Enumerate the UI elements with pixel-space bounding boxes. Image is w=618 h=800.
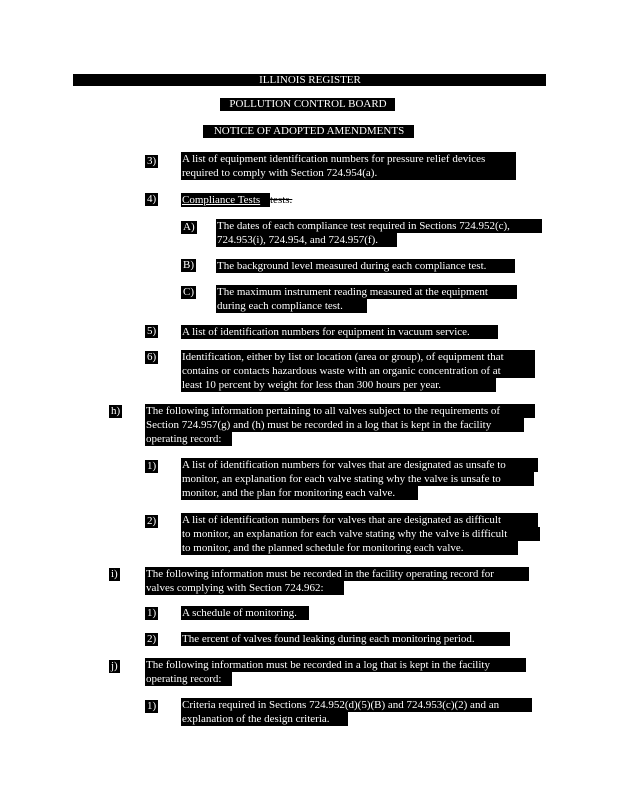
item-4-marker: 4) — [147, 193, 157, 205]
item-h1-marker: 1) — [147, 460, 157, 472]
item-6-marker: 6) — [147, 351, 157, 363]
item-i-marker: i) — [111, 568, 118, 580]
item-i-line-2: valves complying with Section 724.962: — [145, 581, 344, 595]
item-6-line-2: contains or contacts hazardous waste with an organic concentration of at — [181, 364, 535, 378]
item-3-line-2: required to comply with Section 724.954(a). — [181, 166, 516, 180]
item-h2-line-3: to monitor, and the planned schedule for monitoring each valve. — [181, 541, 518, 555]
item-h1-line-3: monitor, and the plan for monitoring each valve. — [181, 486, 418, 500]
item-5-line-1: A list of identification numbers for equipment in vacuum service. — [181, 325, 498, 339]
item-3-line-1: A list of equipment identification numbers for pressure relief devices — [181, 152, 516, 166]
item-b-line-1: The background level measured during each compliance test. — [216, 259, 515, 273]
item-h2-line-2: to monitor, an explanation for each valve stating why the valve is difficult — [181, 527, 540, 541]
board-title — [220, 98, 395, 111]
item-h-line-3: operating record: — [145, 432, 232, 446]
item-j1-marker: 1) — [147, 700, 157, 712]
item-h1-line-2: monitor, an explanation for each valve stating why the valve is unsafe to — [181, 472, 534, 486]
item-j-line-2: operating record: — [145, 672, 232, 686]
item-6-line-3: least 10 percent by weight for less than 300 hours per year. — [181, 378, 496, 392]
item-i1-marker: 1) — [147, 607, 157, 619]
board-title-text: POLLUTION CONTROL BOARD — [229, 98, 387, 110]
item-a-line-1: The dates of each compliance test required in Sections 724.952(c), — [216, 219, 542, 233]
item-4-added-text: Compliance Tests — [181, 193, 270, 207]
item-c-marker: C) — [183, 286, 194, 298]
item-4-deleted-text: tests. — [270, 194, 293, 206]
register-title-text: ILLINOIS REGISTER — [259, 74, 361, 86]
item-c-line-2: during each compliance test. — [216, 299, 367, 313]
item-h-line-2: Section 724.957(g) and (h) must be recorded in a log that is kept in the facility — [145, 418, 524, 432]
item-3-marker: 3) — [147, 155, 157, 167]
item-h2-line-1: A list of identification numbers for valves that are designated as difficult — [181, 513, 538, 527]
item-5-marker: 5) — [147, 325, 157, 337]
item-i1-line-1: A schedule of monitoring. — [181, 606, 309, 620]
item-a-line-2: 724.953(i), 724.954, and 724.957(f). — [216, 233, 397, 247]
item-j-marker: j) — [111, 660, 118, 672]
item-j1-line-2: explanation of the design criteria. — [181, 712, 348, 726]
item-a-marker: A) — [183, 221, 195, 233]
item-i2-line-1: The ercent of valves found leaking during each monitoring period. — [181, 632, 510, 646]
item-h-line-1: The following information pertaining to all valves subject to the requirements of — [145, 404, 535, 418]
register-title — [73, 74, 546, 86]
item-j-line-1: The following information must be recorded in a log that is kept in the facility — [145, 658, 526, 672]
item-h1-line-1: A list of identification numbers for valves that are designated as unsafe to — [181, 458, 538, 472]
item-h2-marker: 2) — [147, 515, 157, 527]
item-c-line-1: The maximum instrument reading measured at the equipment — [216, 285, 517, 299]
item-6-line-1: Identification, either by list or location (area or group), of equipment that — [181, 350, 535, 364]
item-j1-line-1: Criteria required in Sections 724.952(d)(5)(B) and 724.953(c)(2) and an — [181, 698, 532, 712]
notice-title-text: NOTICE OF ADOPTED AMENDMENTS — [213, 125, 405, 137]
notice-title — [203, 125, 414, 138]
item-h-marker: h) — [111, 405, 121, 417]
item-b-marker: B) — [183, 259, 194, 271]
item-i-line-1: The following information must be recorded in the facility operating record for — [145, 567, 529, 581]
item-i2-marker: 2) — [147, 633, 157, 645]
